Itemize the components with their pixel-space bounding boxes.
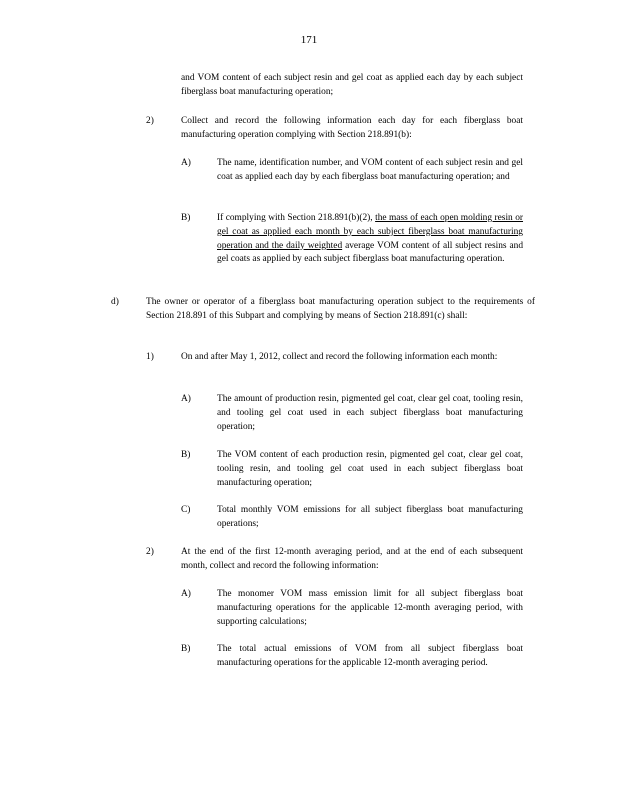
item-text-d1C: Total monthly VOM emissions for all subject fiberglass boat manufacturing operations;: [217, 505, 523, 529]
item-label-d2B: B): [181, 644, 191, 654]
item-text-d1A: The amount of production resin, pigmented gel coat, clear gel coat, tooling resin, and tooling gel coat used in each subject fiberglass boat manufacturing operation;: [217, 394, 523, 432]
item-text-d2A: The monomer VOM mass emission limit for all subject fiberglass boat manufacturing operations for the applicable 12-month averaging period, with supporting calculations;: [217, 589, 523, 627]
item-text-d: The owner or operator of a fiberglass boat manufacturing operation subject to the requirements of Section 218.891 of this Subpart and complying by means of Section 218.891(c) shall:: [146, 297, 535, 321]
item-label-d2A: A): [181, 589, 191, 599]
item-label-2A: A): [181, 158, 191, 168]
item-text-d2B: The total actual emissions of VOM from all subject fiberglass boat manufacturing operations for the applicable 12-month averaging period.: [217, 644, 523, 668]
paragraph-continuation: and VOM content of each subject resin and gel coat as applied each day by each subject fiberglass boat manufacturing operation;: [181, 73, 523, 97]
page-number: 171: [300, 34, 318, 46]
item-label-2B: B): [181, 213, 191, 223]
item-text-2: Collect and record the following information each day for each fiberglass boat manufacturing operation complying with Section 218.891(b):: [181, 116, 523, 140]
item-text-2B-underlined: the mass of each open molding resin or gel coat as applied each month by each subject fiberglass boat manufacturing operation and the daily weighted: [217, 213, 524, 251]
item-text-2B-rest: average VOM content of all subject resins and gel coats as applied by each subject fiberglass boat manufacturing operation.: [217, 240, 524, 265]
item-text-2A: The name, identification number, and VOM content of each subject resin and gel coat as applied each day by each fiberglass boat manufacturing operation; and: [217, 158, 523, 182]
item-label-d1C: C): [181, 505, 191, 515]
item-label-d1B: B): [181, 450, 191, 460]
item-label-2: 2): [146, 116, 154, 126]
item-text-d1B: The VOM content of each production resin, pigmented gel coat, clear gel coat, tooling resin, and tooling gel coat used in each subject fiberglass boat manufacturing operation;: [217, 450, 523, 488]
item-text-2B: [217, 212, 523, 267]
item-text-d2: At the end of the first 12-month averaging period, and at the end of each subsequent month, collect and record the following information:: [181, 547, 523, 571]
item-text-d1: On and after May 1, 2012, collect and record the following information each month:: [181, 352, 498, 362]
item-label-d1: 1): [146, 352, 154, 362]
item-label-d2: 2): [146, 547, 154, 557]
item-text-2B-plain: If complying with Section 218.891(b)(2),: [217, 213, 373, 223]
item-label-d1A: A): [181, 394, 191, 404]
item-label-d: d): [111, 297, 119, 307]
